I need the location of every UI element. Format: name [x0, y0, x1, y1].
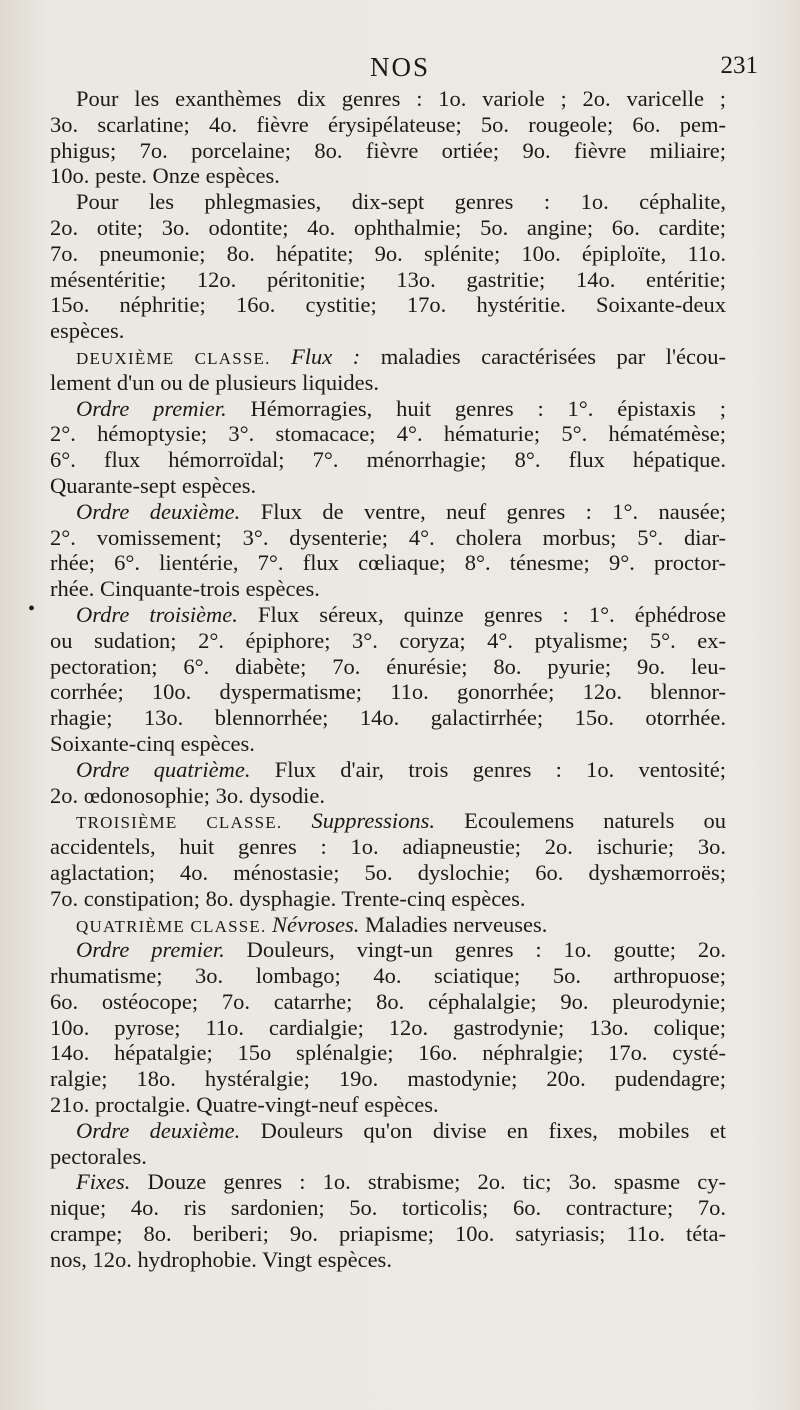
running-head: NOS — [369, 52, 430, 82]
text-line: Quarante-sept espèces. — [50, 472, 257, 498]
subsection-title: Fixes. — [76, 1169, 131, 1195]
text-line: accidentels, huit genres : 1o. adiapneustie; 2o. ischurie; 3o. — [50, 834, 726, 860]
text-line: crampe; 8o. beriberi; 9o. priapisme; 10o. satyriasis; 11o. téta- — [50, 1221, 726, 1247]
text-line: nique; 4o. ris sardonien; 5o. torticolis; 6o. contracture; 7o. — [50, 1195, 726, 1221]
text-line: Soixante-cinq espèces. — [50, 730, 255, 756]
text-line: rhée. Cinquante-trois espèces. — [50, 576, 320, 602]
order-heading-line: Ordre troisième. Flux séreux, quinze genres : 1°. éphédrose — [76, 601, 726, 627]
order-title: Ordre troisième. — [76, 601, 238, 627]
subsection-heading-line: Fixes. Douze genres : 1o. strabisme; 2o. tic; 3o. spasme cy- — [76, 1169, 726, 1195]
class-title: Flux : — [291, 343, 361, 369]
text-line: 2°. hémoptysie; 3°. stomacace; 4°. hématurie; 5°. hématémèse; — [50, 421, 726, 447]
text-line: 6o. ostéocope; 7o. catarrhe; 8o. céphalalgie; 9o. pleurodynie; — [50, 988, 726, 1014]
order-heading-line: Ordre premier. Douleurs, vingt-un genres : 1o. goutte; 2o. — [76, 937, 727, 963]
order-heading-line: Ordre deuxième. Douleurs qu'on divise en fixes, mobiles et — [76, 1117, 726, 1143]
text-line: aglactation; 4o. ménostasie; 5o. dyslochie; 6o. dyshæmorroës; — [50, 859, 726, 885]
text-line: phigus; 7o. porcelaine; 8o. fièvre ortiée; 9o. fièvre miliaire; — [50, 137, 726, 163]
class-title: Névroses. — [272, 911, 360, 937]
section-heading-line: DEUXIÈME CLASSE. Flux : maladies caractérisées par l'écou- — [76, 343, 726, 369]
order-title: Ordre premier. — [76, 937, 225, 963]
text-line: 15o. néphritie; 16o. cystitie; 17o. hystéritie. Soixante-deux — [50, 292, 726, 318]
order-title: Ordre deuxième. — [76, 1117, 241, 1143]
text-line: 2°. vomissement; 3°. dysenterie; 4°. cholera morbus; 5°. diar- — [50, 524, 726, 550]
text-line: 14o. hépatalgie; 15o splénalgie; 16o. néphralgie; 17o. cysté- — [50, 1040, 726, 1066]
text-line: 10o. peste. Onze espèces. — [50, 163, 280, 189]
text-line: 2o. œdonosophie; 3o. dysodie. — [50, 782, 325, 808]
order-heading-line: Ordre premier. Hémorragies, huit genres : 1°. épistaxis ; — [76, 395, 727, 421]
order-title: Ordre premier. — [76, 395, 227, 421]
text-line: rhagie; 13o. blennorrhée; 14o. galactirrhée; 15o. otorrhée. — [50, 705, 726, 731]
text-line: 3o. scarlatine; 4o. fièvre érysipélateuse; 5o. rougeole; 6o. pem- — [50, 111, 726, 137]
class-heading: QUATRIÈME CLASSE. — [76, 916, 267, 936]
text-line: 7o. pneumonie; 8o. hépatite; 9o. splénite; 10o. épiploïte, 11o. — [50, 240, 726, 266]
text-line: 7o. constipation; 8o. dysphagie. Trente-cinq espèces. — [50, 885, 526, 911]
page-header — [0, 52, 800, 84]
text-line: pectorales. — [50, 1143, 147, 1169]
margin-mark: • — [28, 598, 36, 620]
class-heading: DEUXIÈME CLASSE. — [76, 348, 271, 368]
page-body — [50, 86, 726, 1273]
text-line: 6°. flux hémorroïdal; 7°. ménorrhagie; 8°. flux hépatique. — [50, 447, 726, 473]
text-line: Pour les phlegmasies, dix-sept genres : 1o. céphalite, — [76, 189, 726, 215]
text-line: 10o. pyrose; 11o. cardialgie; 12o. gastrodynie; 13o. colique; — [50, 1014, 726, 1040]
class-title: Suppressions. — [311, 808, 436, 834]
section-heading-line: QUATRIÈME CLASSE. Névroses. Maladies nerveuses. — [76, 911, 548, 937]
class-heading: TROISIÈME CLASSE. — [76, 813, 283, 833]
text-line: pectoration; 6°. diabète; 7o. énurésie; 8o. pyurie; 9o. leu- — [50, 653, 726, 679]
text-line: Pour les exanthèmes dix genres : 1o. variole ; 2o. varicelle ; — [76, 86, 726, 111]
text-line: nos, 12o. hydrophobie. Vingt espèces. — [50, 1246, 392, 1272]
order-heading-line: Ordre deuxième. Flux de ventre, neuf genres : 1°. nausée; — [76, 498, 727, 524]
text-line: rhée; 6°. lientérie, 7°. flux cœliaque; 8°. ténesme; 9°. proctor- — [50, 550, 726, 576]
text-line: mésentéritie; 12o. péritonitie; 13o. gastritie; 14o. entéritie; — [50, 266, 726, 292]
text-line: 2o. otite; 3o. odontite; 4o. ophthalmie; 5o. angine; 6o. cardite; — [50, 214, 726, 240]
text-line: rhumatisme; 3o. lombago; 4o. sciatique; 5o. arthropuose; — [50, 963, 726, 989]
order-title: Ordre deuxième. — [76, 498, 241, 524]
order-heading-line: Ordre quatrième. Flux d'air, trois genres : 1o. ventosité; — [76, 756, 727, 782]
text-line: ralgie; 18o. hystéralgie; 19o. mastodynie; 20o. pudendagre; — [50, 1066, 726, 1092]
section-heading-line: TROISIÈME CLASSE. Suppressions. Ecoulemens naturels ou — [76, 808, 727, 834]
page-number: 231 — [720, 52, 758, 79]
text-line: ou sudation; 2°. épiphore; 3°. coryza; 4°. ptyalisme; 5°. ex- — [50, 627, 726, 653]
text-line: lement d'un ou de plusieurs liquides. — [50, 369, 380, 395]
text-line: 21o. proctalgie. Quatre-vingt-neuf espèces. — [50, 1092, 439, 1118]
text-line: corrhée; 10o. dyspermatisme; 11o. gonorrhée; 12o. blennor- — [50, 679, 726, 705]
order-title: Ordre quatrième. — [76, 756, 251, 782]
text-line: espèces. — [50, 318, 125, 344]
